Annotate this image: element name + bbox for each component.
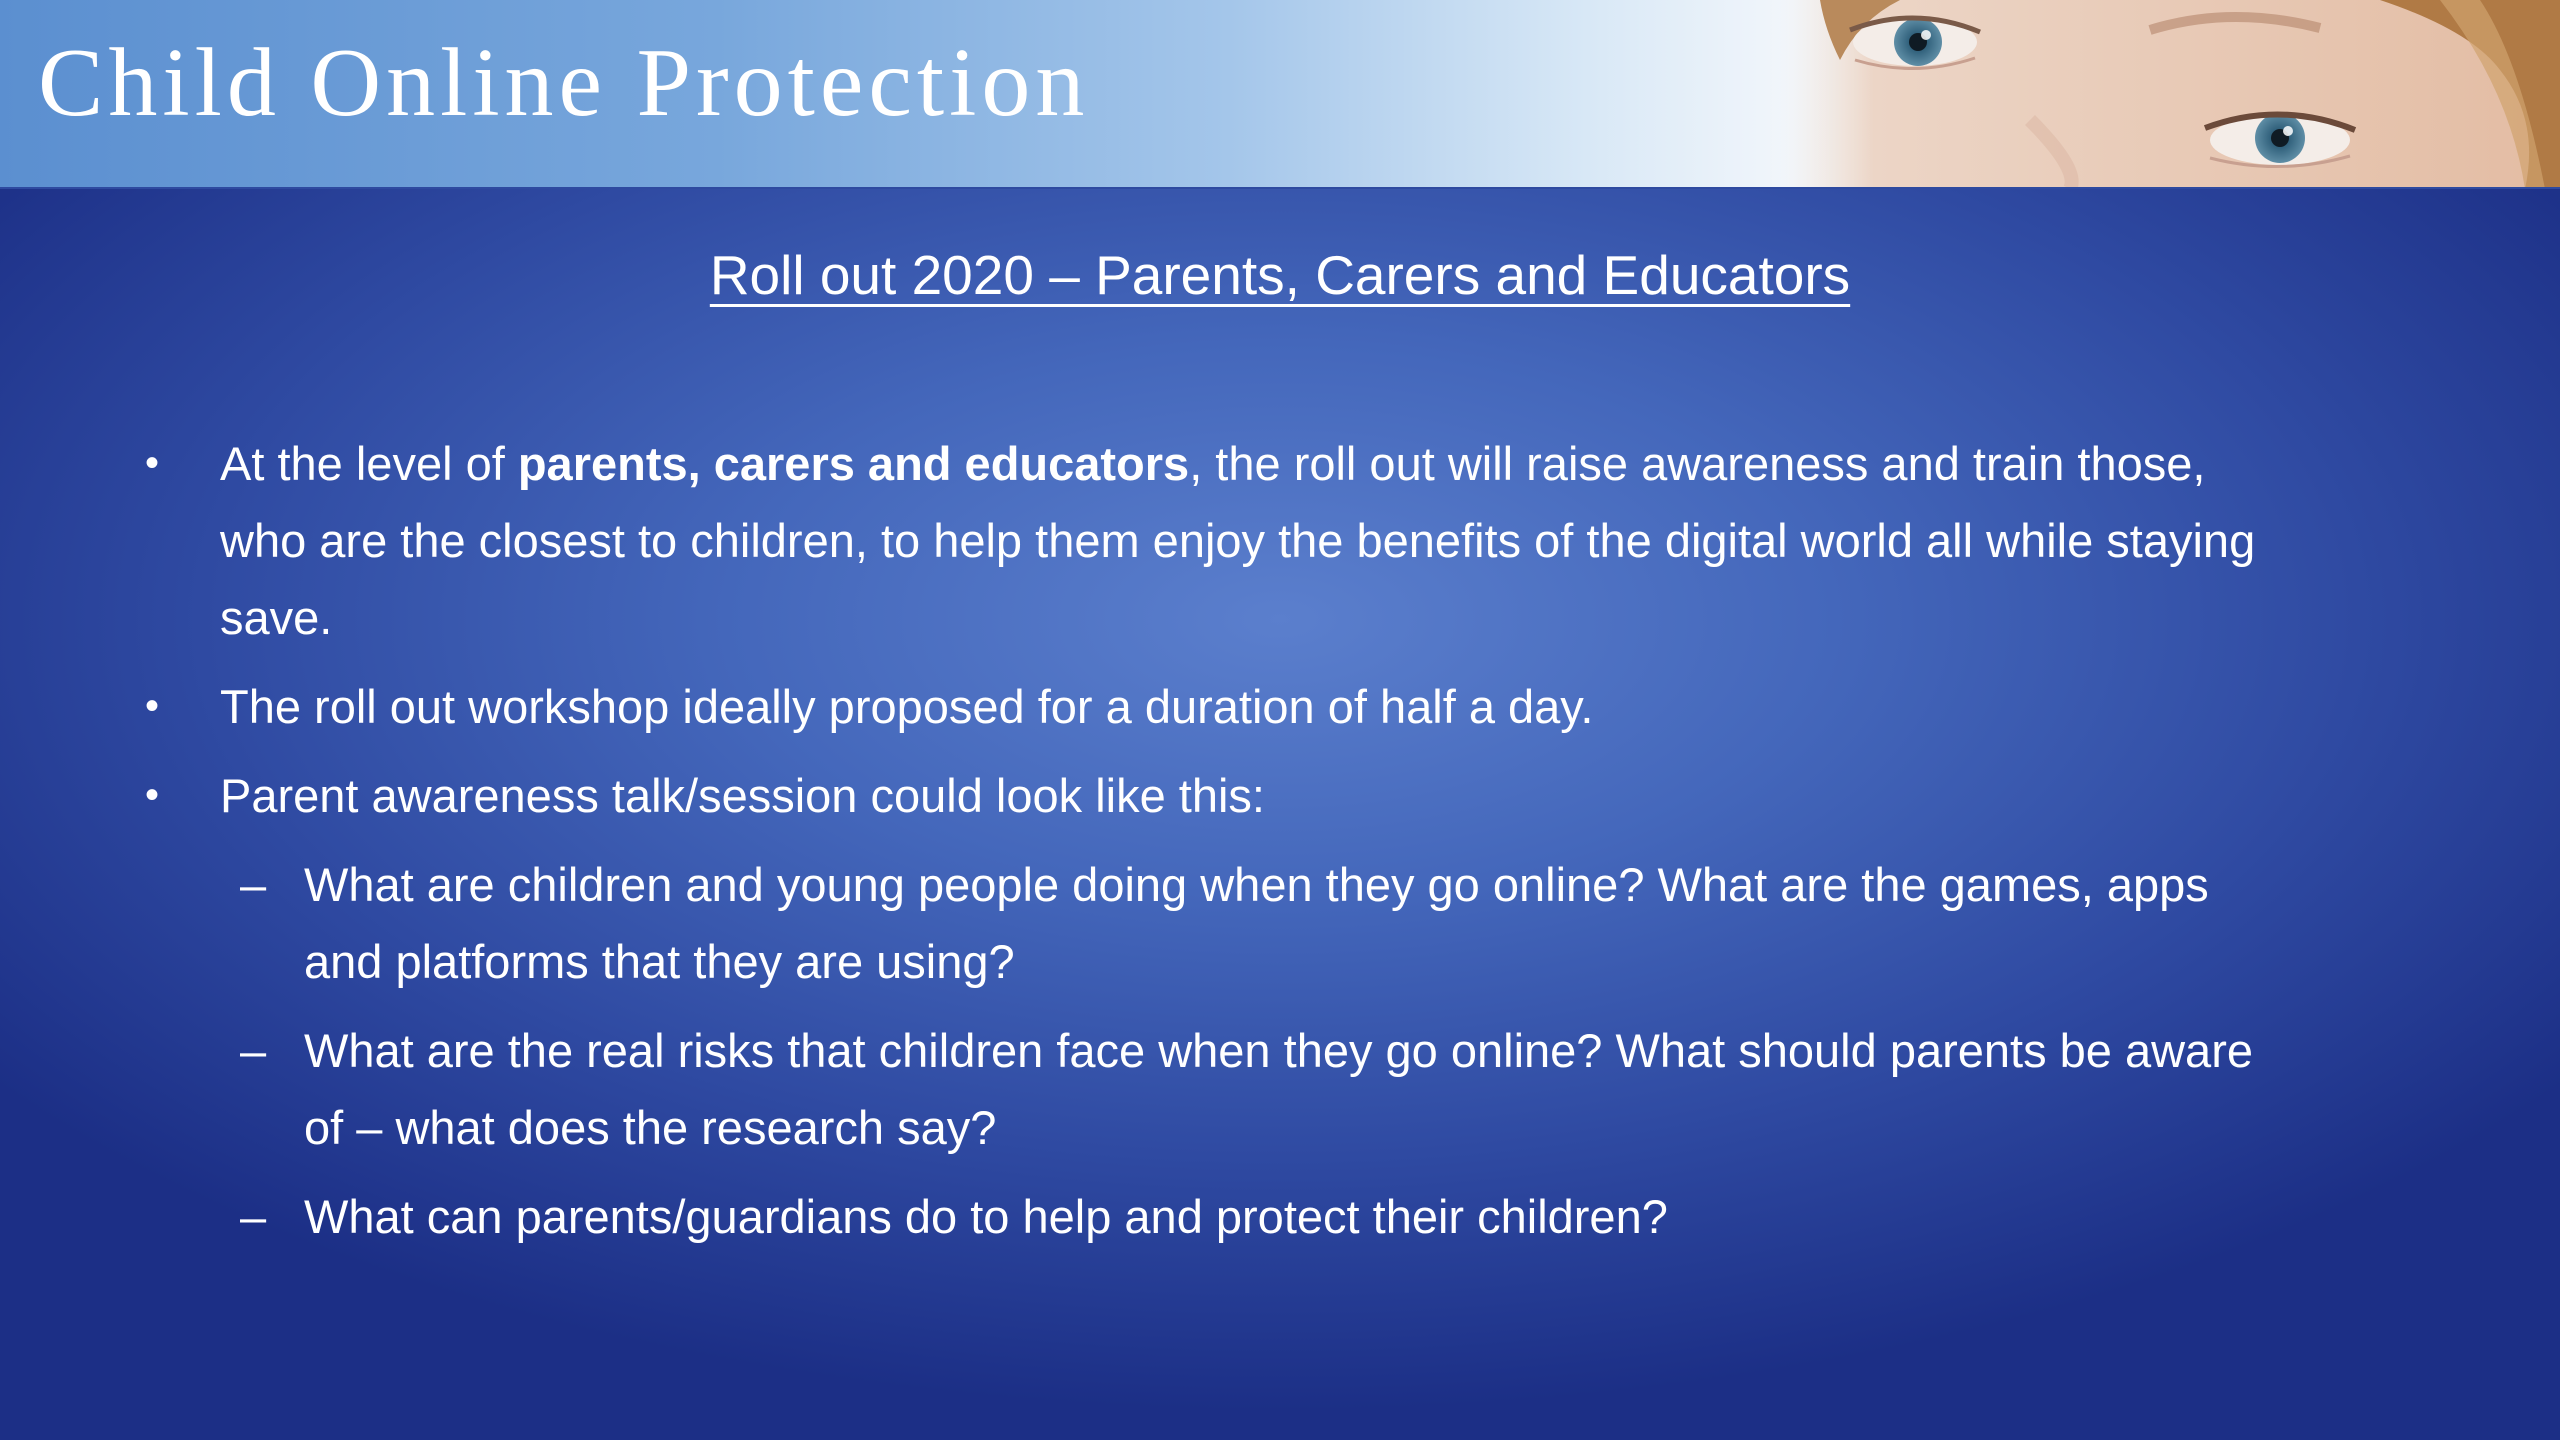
header-divider — [0, 187, 2560, 189]
sub-bullet-text: What are the real risks that children face when they go online? What should parents be aware of – what does the research say? — [304, 1024, 2253, 1154]
sub-bullet-text: What can parents/guardians do to help and protect their children? — [304, 1190, 1668, 1243]
dash-marker: – — [240, 1024, 267, 1077]
bullet-text-bold: parents, carers and educators — [517, 437, 1190, 490]
bullet-text: Parent awareness talk/session could look like this: — [220, 769, 1265, 822]
sub-bullet-list — [140, 846, 2260, 1255]
sub-bullet-text: What are children and young people doing when they go online? What are the games, apps and platforms that they are using? — [304, 858, 2209, 988]
child-face-photo — [1780, 0, 2560, 189]
bullet-marker: • — [145, 441, 160, 485]
bullet-item — [140, 757, 2260, 834]
bullet-item — [140, 425, 2260, 656]
dash-marker: – — [240, 1190, 267, 1243]
header-title: Child Online Protection — [38, 29, 1090, 137]
slide-body — [140, 425, 2260, 1267]
bullet-marker: • — [145, 773, 160, 817]
bullet-text-start: At the level of — [220, 437, 518, 490]
header-banner — [0, 0, 2560, 189]
bullet-item — [140, 668, 2260, 745]
bullet-text: The roll out workshop ideally proposed for a duration of half a day. — [220, 680, 1594, 733]
bullet-marker: • — [145, 684, 160, 728]
sub-bullet-item — [140, 1178, 2260, 1255]
sub-bullet-item — [140, 1012, 2260, 1166]
slide-title: Roll out 2020 – Parents, Carers and Educators — [709, 244, 1851, 306]
bullet-text-end: , the roll out will raise awareness and train those, who are the closest to children, to help them enjoy the benefits of the digital world all while staying save. — [220, 437, 2256, 644]
dash-marker: – — [240, 858, 267, 911]
sub-bullet-item — [140, 846, 2260, 1000]
